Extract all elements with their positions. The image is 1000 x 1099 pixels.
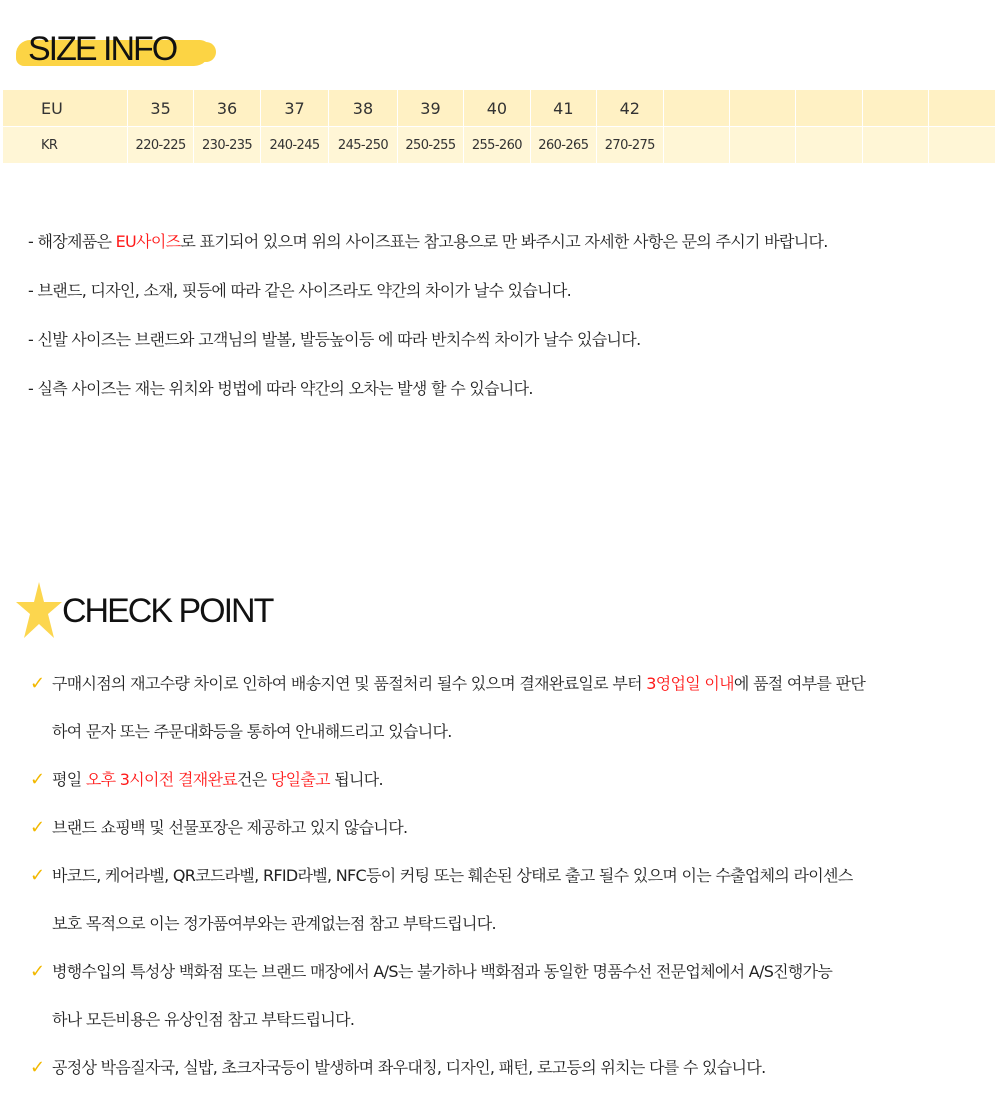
check-text: 됩니다. — [329, 770, 383, 789]
size-cell: 220-225 — [127, 127, 193, 164]
size-cell-empty — [729, 127, 795, 164]
size-cell: 245-250 — [329, 127, 397, 164]
check-highlight: 오후 3시이전 결재완료 — [85, 770, 237, 789]
size-cell: 35 — [127, 90, 193, 127]
note-highlight: EU사이즈 — [115, 232, 181, 251]
check-item-continuation: 보호 목적으로 이는 정가품여부와는 관계없는점 참고 부탁드립니다. — [52, 914, 496, 933]
check-item-text: 바코드, 케어라벨, QR코드라벨, RFID라벨, NFC등이 커팅 또는 훼손된 상태로 출고 될수 있으며 이는 수출업체의 라이센스 — [52, 866, 853, 885]
size-cell: 40 — [464, 90, 530, 127]
check-text: 평일 — [52, 770, 86, 789]
size-cell: 39 — [397, 90, 463, 127]
size-notes — [28, 228, 828, 424]
size-cell: 230-235 — [194, 127, 260, 164]
check-mark-icon: ✓ — [30, 1057, 45, 1078]
size-cell-empty — [796, 127, 862, 164]
size-cell-empty — [663, 127, 729, 164]
star-icon — [14, 580, 64, 642]
size-cell: 255-260 — [464, 127, 530, 164]
size-cell: 41 — [530, 90, 596, 127]
note-text: - 해장제품은 — [28, 232, 116, 251]
note-item: - 신발 사이즈는 브랜드와 고객님의 발볼, 발등높이등 에 따라 반치수씩 차이가 날수 있습니다. — [28, 330, 641, 349]
check-text: 구매시점의 재고수량 차이로 인하여 배송지연 및 품절처리 될수 있으며 결재완료일로 부터 — [52, 674, 647, 693]
check-mark-icon: ✓ — [30, 817, 45, 838]
check-item-continuation: 하여 문자 또는 주문대화등을 통하여 안내해드리고 있습니다. — [52, 722, 452, 741]
check-highlight: 당일출고 — [270, 770, 330, 789]
check-item — [30, 852, 990, 948]
check-item — [30, 660, 990, 756]
check-item-text: 병행수입의 특성상 백화점 또는 브랜드 매장에서 A/S는 불가하나 백화점과 동일한 명품수선 전문업체에서 A/S진행가능 — [52, 962, 833, 981]
size-info-title: SIZE INFO — [28, 30, 177, 68]
note-item — [28, 228, 828, 277]
check-highlight: 3영업일 이내 — [646, 674, 734, 693]
size-cell: 270-275 — [597, 127, 663, 164]
size-cell: 42 — [597, 90, 663, 127]
size-cell: 37 — [260, 90, 328, 127]
size-cell: 36 — [194, 90, 260, 127]
check-item — [30, 804, 990, 852]
note-text: 로 표기되어 있으며 위의 사이즈표는 참고용으로 만 봐주시고 자세한 사항은 문의 주시기 바랍니다. — [180, 232, 828, 251]
size-cell-empty — [663, 90, 729, 127]
size-table — [2, 89, 996, 164]
size-table-row-kr — [3, 127, 996, 164]
check-item-continuation: 하나 모든비용은 유상인점 참고 부탁드립니다. — [52, 1010, 355, 1029]
size-cell-empty — [929, 90, 996, 127]
size-cell-empty — [729, 90, 795, 127]
check-point-title: CHECK POINT — [62, 592, 273, 630]
check-text: 건은 — [236, 770, 271, 789]
check-point-list — [30, 660, 990, 1092]
check-mark-icon: ✓ — [30, 865, 45, 886]
size-cell-empty — [796, 90, 862, 127]
check-item-text: 브랜드 쇼핑백 및 선물포장은 제공하고 있지 않습니다. — [52, 818, 408, 837]
size-cell: 260-265 — [530, 127, 596, 164]
size-cell-empty — [862, 127, 928, 164]
note-item: - 실측 사이즈는 재는 위치와 벙법에 따라 약간의 오차는 발생 할 수 있습니다. — [28, 379, 533, 398]
note-item: - 브랜드, 디자인, 소재, 핏등에 따라 같은 사이즈라도 약간의 차이가 날수 있습니다. — [28, 281, 572, 300]
check-mark-icon: ✓ — [30, 961, 45, 982]
size-cell: 250-255 — [397, 127, 463, 164]
check-item-text — [52, 756, 990, 804]
check-mark-icon: ✓ — [30, 673, 45, 694]
check-text: 에 품절 여부를 판단 — [733, 674, 866, 693]
check-item — [30, 1044, 990, 1092]
check-mark-icon: ✓ — [30, 769, 45, 790]
row-label-eu: EU — [3, 90, 128, 127]
check-item-text: 공정상 박음질자국, 실밥, 초크자국등이 발생하며 좌우대칭, 디자인, 패턴, 로고등의 위치는 다를 수 있습니다. — [52, 1058, 766, 1077]
row-label-kr: KR — [3, 127, 128, 164]
size-table-row-eu — [3, 90, 996, 127]
check-item-text — [52, 660, 990, 708]
check-item — [30, 948, 990, 1044]
size-cell-empty — [862, 90, 928, 127]
size-cell: 38 — [329, 90, 397, 127]
check-item — [30, 756, 990, 804]
size-cell: 240-245 — [260, 127, 328, 164]
size-cell-empty — [929, 127, 996, 164]
